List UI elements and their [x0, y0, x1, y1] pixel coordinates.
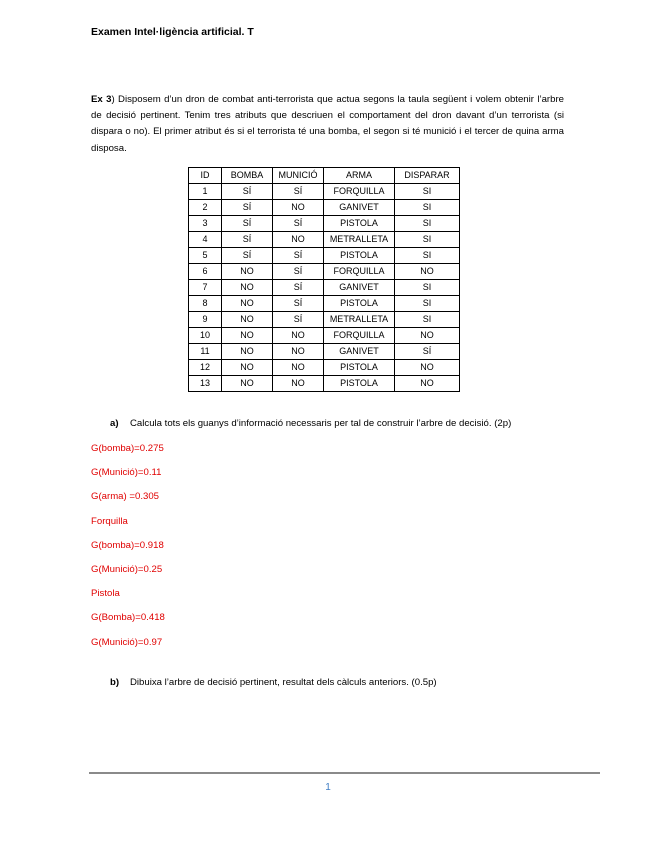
- cell-bomba: NO: [222, 296, 273, 312]
- cell-arma: METRALLETA: [324, 312, 395, 328]
- question-a: [110, 418, 511, 429]
- column-header-bomba: BOMBA: [222, 168, 273, 184]
- column-header-id: ID: [189, 168, 222, 184]
- question-b-text: Dibuixa l’arbre de decisió pertinent, resultat dels càlculs anteriors. (0.5p): [130, 677, 437, 688]
- table-row: [189, 248, 460, 264]
- cell-bomba: SÍ: [222, 232, 273, 248]
- question-b-label: b): [110, 677, 120, 688]
- cell-municio: NO: [273, 344, 324, 360]
- table-row: [189, 344, 460, 360]
- column-header-disparar: DISPARAR: [395, 168, 460, 184]
- table-row: [189, 360, 460, 376]
- exercise-label: Ex 3: [91, 94, 112, 105]
- cell-id: 10: [189, 328, 222, 344]
- cell-disparar: SI: [395, 312, 460, 328]
- table-row: [189, 232, 460, 248]
- answer-line: G(Bomba)=0.418: [91, 612, 165, 624]
- cell-id: 4: [189, 232, 222, 248]
- cell-arma: FORQUILLA: [324, 264, 395, 280]
- cell-bomba: NO: [222, 344, 273, 360]
- table-row: [189, 328, 460, 344]
- table-row: [189, 216, 460, 232]
- answer-line: G(bomba)=0.918: [91, 539, 164, 551]
- cell-disparar: SI: [395, 280, 460, 296]
- table-row: [189, 296, 460, 312]
- cell-disparar: SI: [395, 200, 460, 216]
- cell-id: 6: [189, 264, 222, 280]
- cell-municio: NO: [273, 376, 324, 392]
- cell-municio: SÍ: [273, 280, 324, 296]
- cell-bomba: NO: [222, 328, 273, 344]
- cell-bomba: SÍ: [222, 200, 273, 216]
- cell-municio: SÍ: [273, 248, 324, 264]
- cell-municio: SÍ: [273, 312, 324, 328]
- exercise-statement: [91, 92, 564, 157]
- cell-disparar: SI: [395, 248, 460, 264]
- cell-disparar: NO: [395, 264, 460, 280]
- cell-bomba: NO: [222, 312, 273, 328]
- cell-id: 12: [189, 360, 222, 376]
- cell-municio: SÍ: [273, 264, 324, 280]
- cell-id: 2: [189, 200, 222, 216]
- cell-disparar: SI: [395, 184, 460, 200]
- answer-line: G(Munició)=0.97: [91, 636, 163, 648]
- cell-municio: SÍ: [273, 184, 324, 200]
- cell-disparar: SI: [395, 216, 460, 232]
- cell-municio: NO: [273, 328, 324, 344]
- answer-line: Pistola: [91, 588, 120, 600]
- cell-bomba: SÍ: [222, 216, 273, 232]
- cell-municio: NO: [273, 200, 324, 216]
- cell-disparar: NO: [395, 328, 460, 344]
- cell-arma: PISTOLA: [324, 376, 395, 392]
- cell-id: 7: [189, 280, 222, 296]
- answer-line: Forquilla: [91, 515, 128, 527]
- cell-id: 9: [189, 312, 222, 328]
- cell-disparar: NO: [395, 360, 460, 376]
- cell-bomba: NO: [222, 376, 273, 392]
- cell-arma: GANIVET: [324, 344, 395, 360]
- answer-line: G(Munició)=0.11: [91, 467, 162, 479]
- table-row: [189, 376, 460, 392]
- cell-bomba: SÍ: [222, 248, 273, 264]
- cell-id: 13: [189, 376, 222, 392]
- cell-arma: METRALLETA: [324, 232, 395, 248]
- cell-bomba: SÍ: [222, 184, 273, 200]
- cell-arma: PISTOLA: [324, 216, 395, 232]
- exercise-text: ) Disposem d’un dron de combat anti-terrorista que actua segons la taula següent i volem obtenir l’arbre de decisió pertinent. Tenim tres atributs que descriuen el comportament del dron davant d’un terrorista (si dispara o no). El primer atribut és si el terrorista té una bomba, el segon si té munició i el tercer de quina arma disposa.: [91, 94, 564, 154]
- question-a-label: a): [110, 418, 119, 429]
- cell-bomba: NO: [222, 264, 273, 280]
- cell-arma: PISTOLA: [324, 248, 395, 264]
- cell-disparar: SI: [395, 232, 460, 248]
- decision-table: [188, 167, 460, 392]
- table-row: [189, 200, 460, 216]
- answer-line: G(arma) =0.305: [91, 491, 159, 503]
- cell-municio: NO: [273, 360, 324, 376]
- cell-arma: FORQUILLA: [324, 328, 395, 344]
- page-header: Examen Intel·ligència artificial. T: [91, 26, 254, 38]
- answer-line: G(Munició)=0.25: [91, 563, 163, 575]
- answer-line: G(bomba)=0.275: [91, 443, 164, 454]
- question-b: [110, 677, 437, 688]
- answers-list: [91, 443, 165, 661]
- cell-id: 1: [189, 184, 222, 200]
- table-row: [189, 184, 460, 200]
- cell-municio: SÍ: [273, 296, 324, 312]
- cell-municio: SÍ: [273, 216, 324, 232]
- cell-id: 5: [189, 248, 222, 264]
- column-header-municio: MUNICIÓ: [273, 168, 324, 184]
- column-header-arma: ARMA: [324, 168, 395, 184]
- cell-arma: PISTOLA: [324, 360, 395, 376]
- table-row: [189, 264, 460, 280]
- cell-disparar: SI: [395, 296, 460, 312]
- page-number: 1: [325, 782, 331, 793]
- cell-arma: GANIVET: [324, 200, 395, 216]
- cell-disparar: NO: [395, 376, 460, 392]
- question-a-text: Calcula tots els guanys d’informació necessaris per tal de construir l’arbre de decisió. (2p): [130, 418, 512, 429]
- footer-rule: [89, 772, 600, 774]
- cell-arma: PISTOLA: [324, 296, 395, 312]
- cell-arma: GANIVET: [324, 280, 395, 296]
- table-header-row: [189, 168, 460, 184]
- cell-bomba: NO: [222, 280, 273, 296]
- cell-arma: FORQUILLA: [324, 184, 395, 200]
- cell-disparar: SÍ: [395, 344, 460, 360]
- table-row: [189, 280, 460, 296]
- cell-id: 11: [189, 344, 222, 360]
- cell-id: 3: [189, 216, 222, 232]
- cell-bomba: NO: [222, 360, 273, 376]
- table-row: [189, 312, 460, 328]
- cell-municio: NO: [273, 232, 324, 248]
- cell-id: 8: [189, 296, 222, 312]
